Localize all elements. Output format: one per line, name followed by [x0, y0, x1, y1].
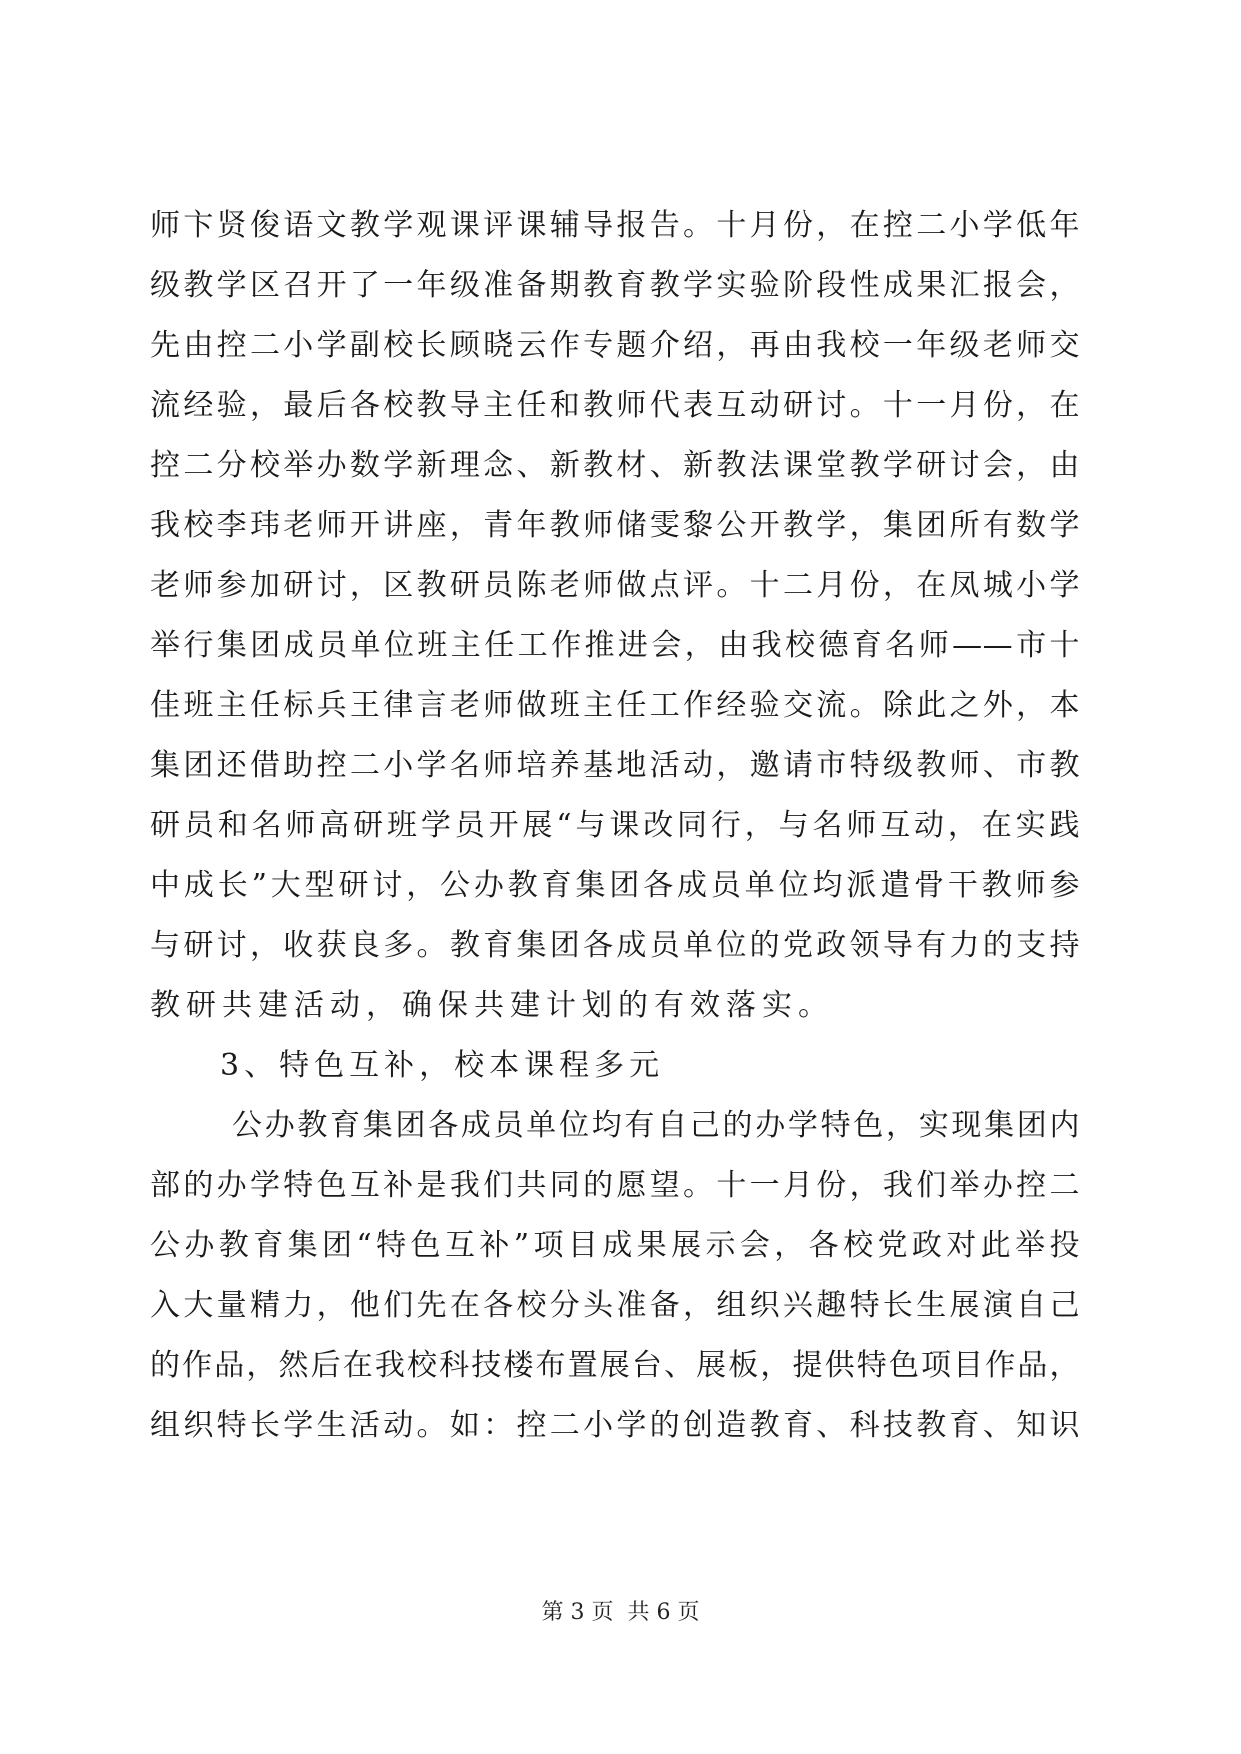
body-text-line: 师卞贤俊语文教学观课评课辅导报告。十月份，在控二小学低年 — [150, 208, 1080, 243]
paragraph-first-line: 公办教育集团各成员单位均有自己的办学特色，实现集团内 — [232, 1108, 1080, 1143]
page-number-footer: 第 3 页 共 6 页 — [541, 1600, 700, 1625]
body-text-line: 中成长”大型研讨，公办教育集团各成员单位均派遣骨干教师参 — [150, 868, 1080, 903]
body-text-line: 研员和名师高研班学员开展“与课改同行，与名师互动，在实践 — [150, 808, 1080, 843]
body-text-line: 集团还借助控二小学名师培养基地活动，邀请市特级教师、市教 — [150, 748, 1080, 783]
body-text-line: 举行集团成员单位班主任工作推进会，由我校德育名师——市十 — [150, 628, 1080, 663]
body-text-line: 控二分校举办数学新理念、新教材、新教法课堂教学研讨会，由 — [150, 448, 1080, 483]
body-text-line: 老师参加研讨，区教研员陈老师做点评。十二月份，在凤城小学 — [150, 568, 1080, 603]
body-text-line: 公办教育集团“特色互补”项目成果展示会，各校党政对此举投 — [150, 1228, 1080, 1263]
body-text-line: 部的办学特色互补是我们共同的愿望。十一月份，我们举办控二 — [150, 1168, 1080, 1203]
body-text-line: 组织特长学生活动。如：控二小学的创造教育、科技教育、知识 — [150, 1408, 1080, 1443]
body-text-line: 佳班主任标兵王律言老师做班主任工作经验交流。除此之外，本 — [150, 688, 1080, 723]
body-text-line: 先由控二小学副校长顾晓云作专题介绍，再由我校一年级老师交 — [150, 328, 1080, 363]
body-text-line: 与研讨，收获良多。教育集团各成员单位的党政领导有力的支持 — [150, 928, 1080, 963]
body-text-line: 级教学区召开了一年级准备期教育教学实验阶段性成果汇报会， — [150, 268, 1080, 303]
body-text-line: 流经验，最后各校教导主任和教师代表互动研讨。十一月份，在 — [150, 388, 1080, 423]
body-text-line: 入大量精力，他们先在各校分头准备，组织兴趣特长生展演自己 — [150, 1288, 1080, 1323]
body-text-line: 我校李玮老师开讲座，青年教师储雯黎公开教学，集团所有数学 — [150, 508, 1080, 543]
body-text-line: 教研共建活动，确保共建计划的有效落实。 — [150, 988, 834, 1023]
body-text-line: 的作品，然后在我校科技楼布置展台、展板，提供特色项目作品， — [150, 1348, 1080, 1383]
section-heading: 3、特色互补，校本课程多元 — [220, 1048, 665, 1083]
